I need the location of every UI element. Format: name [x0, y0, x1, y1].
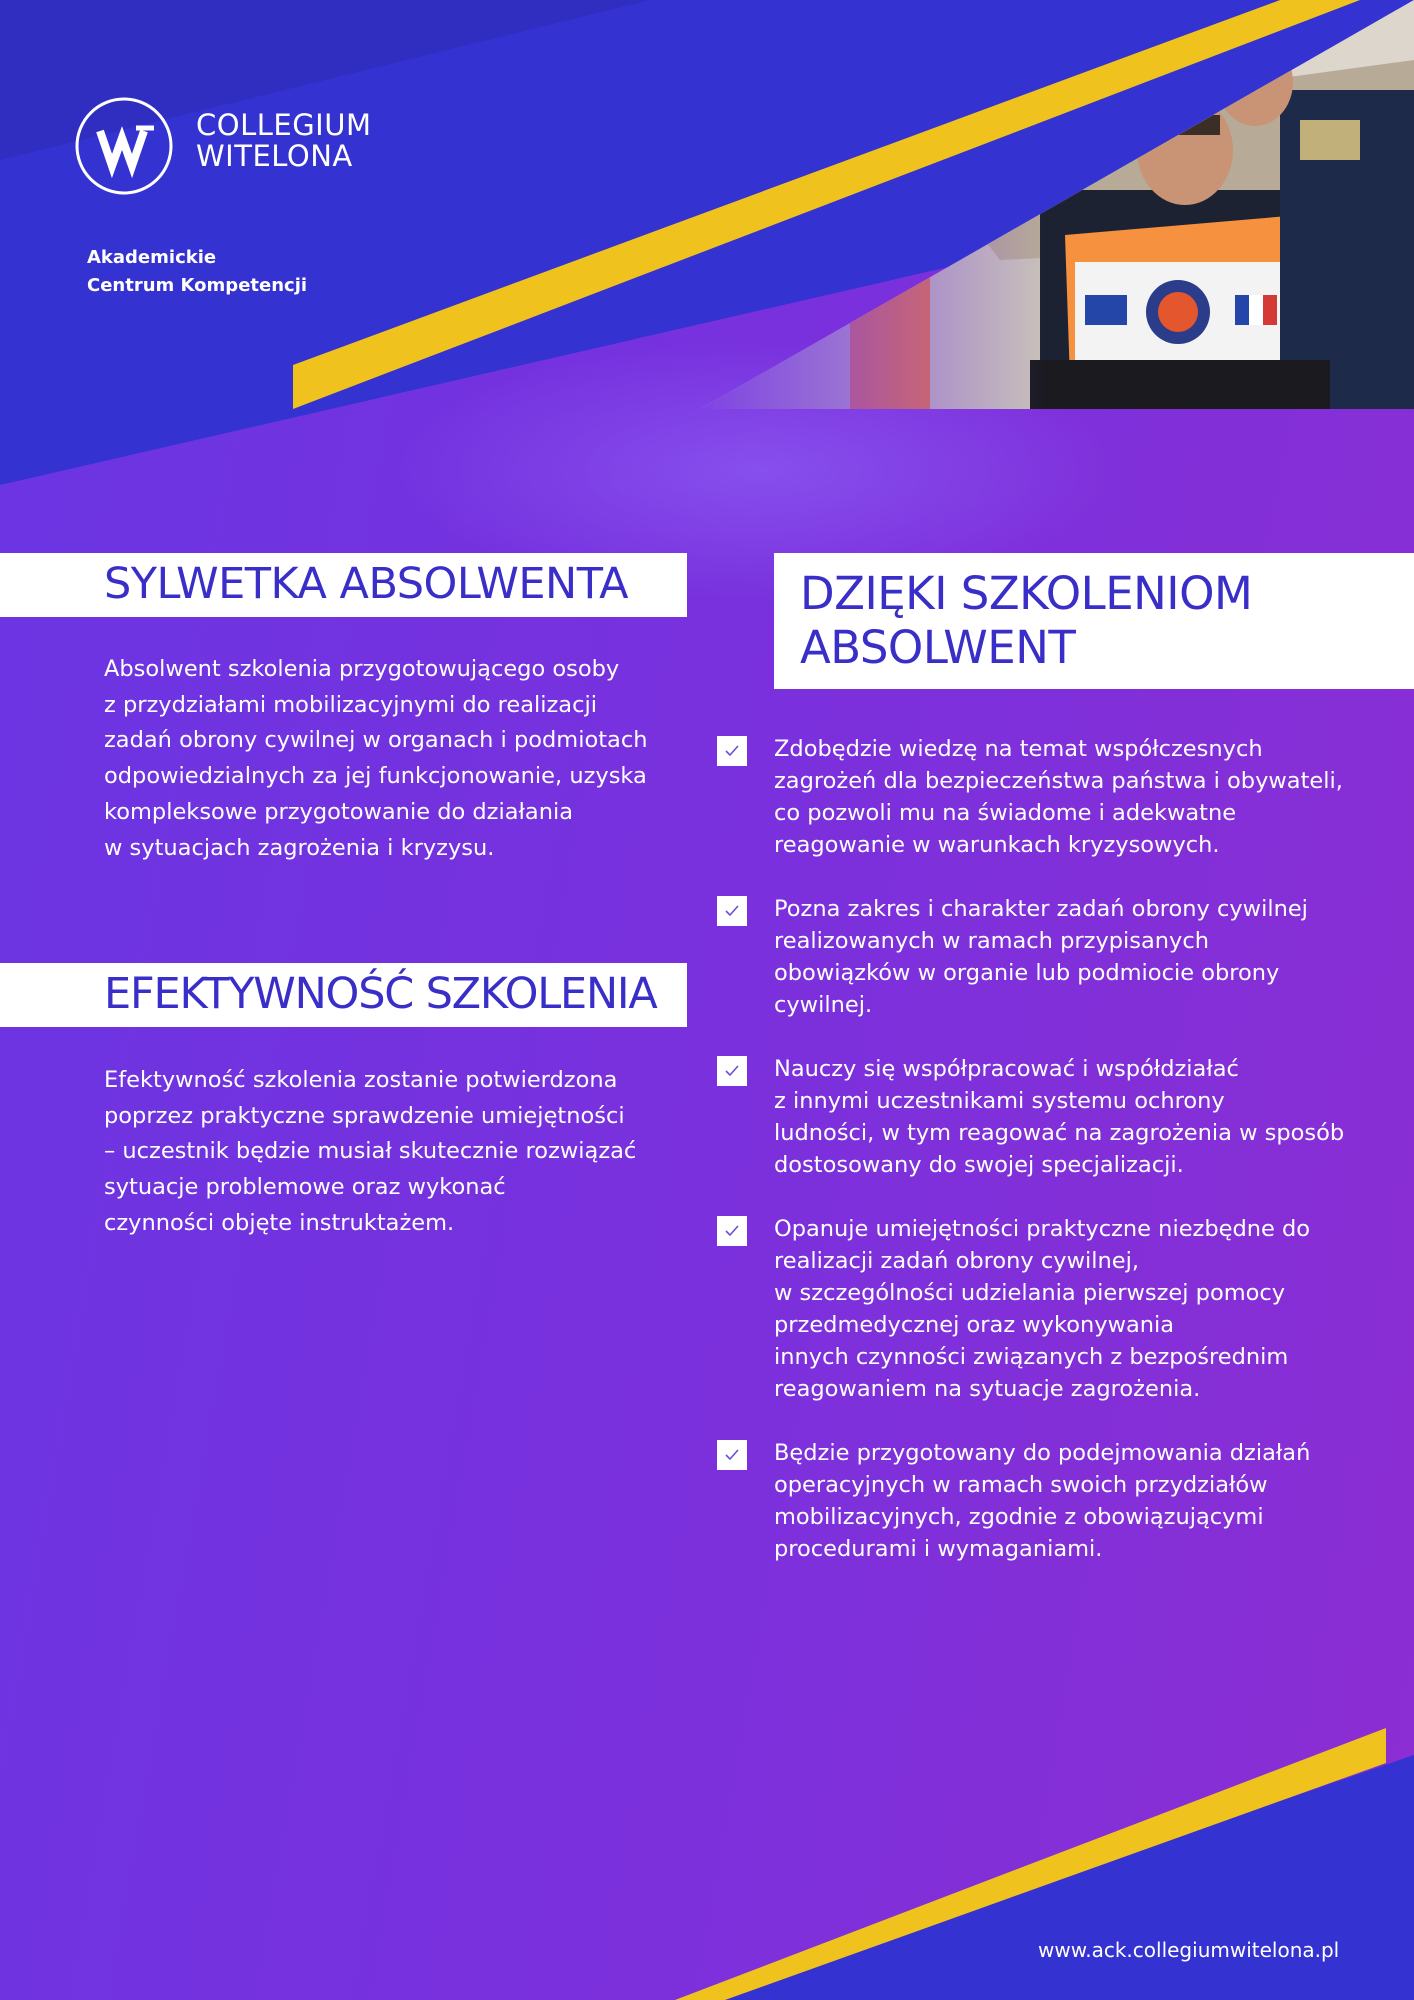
benefit-line: mobilizacyjnych, zgodnie z obowiązującymi — [774, 1504, 1264, 1530]
benefit-text — [774, 733, 1343, 861]
checkmark-icon — [717, 736, 747, 766]
sylwetka-paragraph — [104, 652, 664, 866]
organization-name — [87, 244, 307, 300]
benefit-line: reagowaniem na sytuacje zagrożenia. — [774, 1376, 1201, 1402]
paragraph-line: Efektywność szkolenia zostanie potwierdzona — [104, 1067, 618, 1093]
benefit-line: procedurami i wymaganiami. — [774, 1536, 1103, 1562]
benefit-line: Opanuje umiejętności praktyczne niezbędne do — [774, 1216, 1311, 1242]
logo-wordmark — [196, 110, 371, 172]
section-title-dzieki-line-1: DZIĘKI SZKOLENIOM — [800, 567, 1253, 620]
paragraph-line: zadań obrony cywilnej w organach i podmiotach — [104, 727, 648, 754]
benefit-line: dostosowany do swojej specjalizacji. — [774, 1152, 1184, 1178]
section-title-sylwetka — [0, 553, 687, 617]
paragraph-line: Absolwent szkolenia przygotowującego osoby — [104, 656, 620, 682]
benefit-line: Zdobędzie wiedzę na temat współczesnych — [774, 736, 1263, 762]
benefit-text — [774, 1053, 1344, 1181]
collegium-witelona-logo — [74, 96, 414, 200]
paragraph-line: poprzez praktyczne sprawdzenie umiejętności — [104, 1102, 625, 1129]
benefit-line: reagowanie w warunkach kryzysowych. — [774, 832, 1220, 858]
benefit-line: przedmedycznej oraz wykonywania — [774, 1312, 1175, 1338]
logo-line-1: COLLEGIUM — [196, 108, 372, 142]
paragraph-line: czynności objęte instruktażem. — [104, 1209, 455, 1236]
benefit-text — [774, 893, 1308, 1021]
benefit-line: realizowanych w ramach przypisanych — [774, 928, 1210, 954]
benefit-line: innych czynności związanych z bezpośrednim — [774, 1344, 1289, 1370]
checkmark-icon — [717, 896, 747, 926]
checkmark-icon — [717, 1056, 747, 1086]
benefit-line: co pozwoli mu na świadome i adekwatne — [774, 800, 1237, 826]
benefit-line: cywilnej. — [774, 992, 873, 1018]
paragraph-line: w sytuacjach zagrożenia i kryzysu. — [104, 834, 495, 861]
benefit-line: zagrożeń dla bezpieczeństwa państwa i obywateli, — [774, 768, 1343, 794]
organization-line-2: Centrum Kompetencji — [87, 275, 308, 296]
efektywnosc-paragraph — [104, 1063, 664, 1242]
section-title-dzieki-szkoleniom — [774, 553, 1414, 689]
paragraph-line: – uczestnik będzie musiał skutecznie rozwiązać — [104, 1138, 637, 1165]
paragraph-line: z przydziałami mobilizacyjnymi do realizacji — [104, 691, 597, 718]
benefit-line: z innymi uczestnikami systemu ochrony — [774, 1088, 1225, 1114]
checkmark-icon — [717, 1440, 747, 1470]
benefit-line: realizacji zadań obrony cywilnej, — [774, 1248, 1139, 1274]
benefit-line: obowiązków w organie lub podmiocie obrony — [774, 960, 1280, 986]
paragraph-line: odpowiedzialnych za jej funkcjonowanie, uzyska — [104, 763, 647, 790]
checkmark-icon — [717, 1216, 747, 1246]
section-title-sylwetka-text: SYLWETKA ABSOLWENTA — [104, 559, 629, 609]
logo-line-2: WITELONA — [196, 139, 353, 173]
website-link[interactable]: www.ack.collegiumwitelona.pl — [1038, 1938, 1340, 1962]
benefit-text — [774, 1213, 1310, 1405]
paragraph-line: sytuacje problemowe oraz wykonać — [104, 1174, 506, 1201]
section-title-dzieki-line-2: ABSOLWENT — [800, 621, 1076, 674]
benefit-line: Pozna zakres i charakter zadań obrony cywilnej — [774, 896, 1308, 922]
benefit-line: Będzie przygotowany do podejmowania działań — [774, 1440, 1311, 1466]
benefit-text — [774, 1437, 1310, 1565]
section-title-efektywnosc — [0, 963, 687, 1027]
witelona-emblem-icon — [74, 96, 174, 196]
benefit-line: ludności, w tym reagować na zagrożenia w sposób — [774, 1120, 1345, 1146]
organization-line-1: Akademickie — [87, 247, 217, 268]
header-photo — [0, 0, 1414, 420]
benefit-line: operacyjnych w ramach swoich przydziałów — [774, 1472, 1268, 1498]
benefit-line: Nauczy się współpracować i współdziałać — [774, 1056, 1239, 1082]
benefit-line: w szczególności udzielania pierwszej pomocy — [774, 1280, 1286, 1306]
section-title-efektywnosc-text: EFEKTYWNOŚĆ SZKOLENIA — [104, 969, 657, 1019]
paragraph-line: kompleksowe przygotowanie do działania — [104, 798, 574, 825]
